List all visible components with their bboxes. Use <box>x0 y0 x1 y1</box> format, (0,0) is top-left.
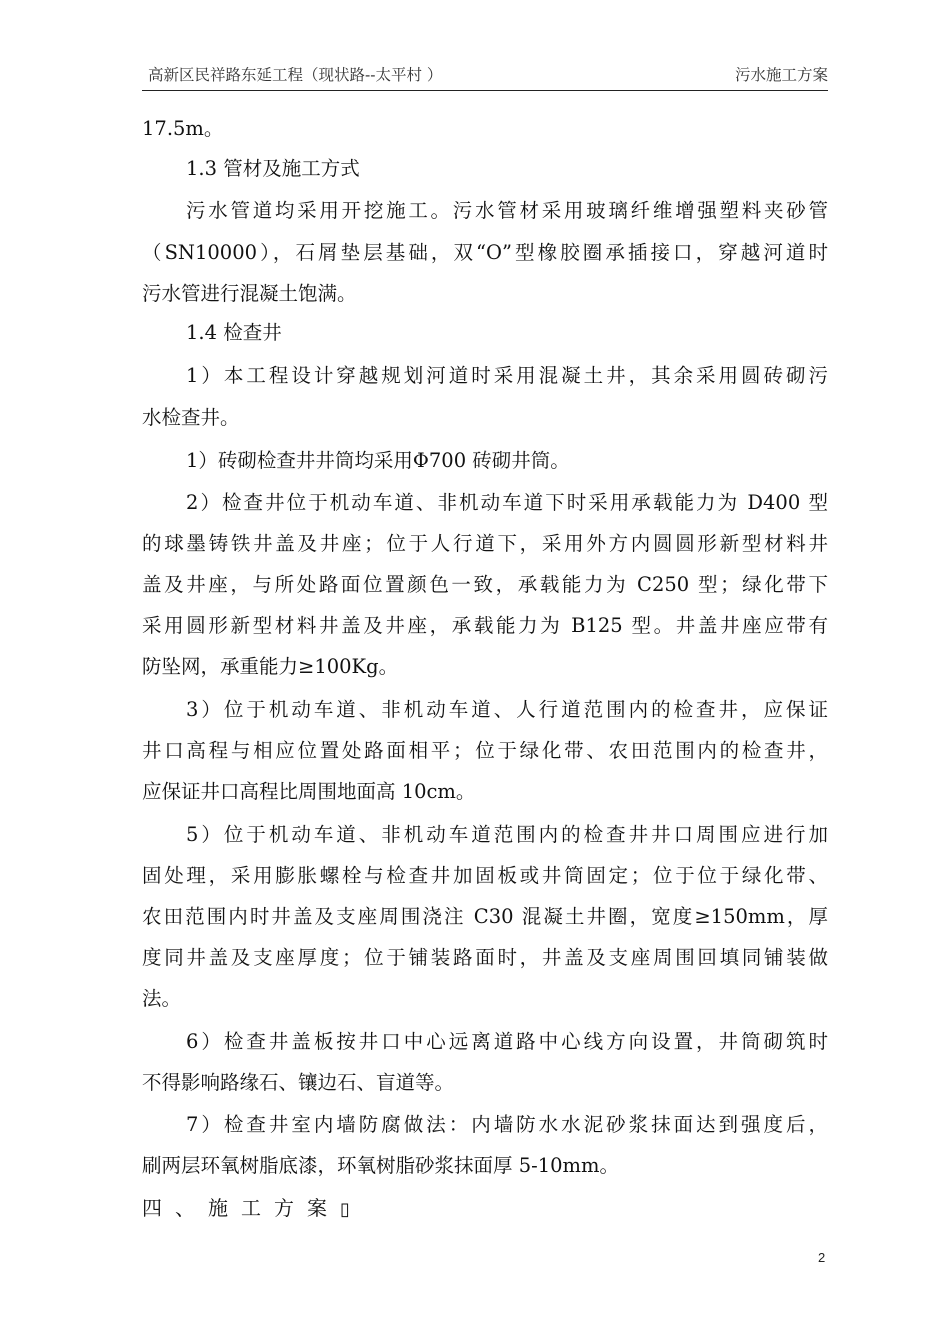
text-line: 的球墨铸铁井盖及井座；位于人行道下，采用外方内圆圆形新型材料井 <box>142 532 828 555</box>
section-heading-text: 四、施工方案 <box>142 1196 340 1220</box>
text-line: 1）本工程设计穿越规划河道时采用混凝土井，其余采用圆砖砌污 <box>186 364 828 387</box>
text-line: 17.5m。 <box>142 117 224 140</box>
text-line: 7）检查井室内墙防腐做法：内墙防水水泥砂浆抹面达到强度后， <box>186 1113 828 1136</box>
text-line: 盖及井座，与所处路面位置颜色一致，承载能力为 C250 型；绿化带下 <box>142 573 828 596</box>
text-line: 污水管道均采用开挖施工。污水管材采用玻璃纤维增强塑料夹砂管 <box>186 199 828 222</box>
text-line: 不得影响路缘石、镶边石、盲道等。 <box>142 1071 455 1094</box>
text-line: 防坠网，承重能力≥100Kg。 <box>142 655 399 678</box>
text-line: 2）检查井位于机动车道、非机动车道下时采用承载能力为 D400 型 <box>186 491 828 514</box>
page-header <box>142 64 828 91</box>
subheading-1-3: 1.3 管材及施工方式 <box>186 157 360 180</box>
text-line: 3）位于机动车道、非机动车道、人行道范围内的检查井，应保证 <box>186 698 828 721</box>
text-line: 水检查井。 <box>142 406 240 429</box>
text-line: （SN10000），石屑垫层基础，双“O”型橡胶圈承插接口，穿越河道时 <box>142 241 828 264</box>
page-number: 2 <box>818 1250 826 1265</box>
text-line: 度同井盖及支座厚度；位于铺装路面时，井盖及支座周围回填同铺装做 <box>142 946 828 969</box>
text-line: 应保证井口高程比周围地面高 10cm。 <box>142 780 476 803</box>
text-line: 刷两层环氧树脂底漆，环氧树脂砂浆抹面厚 5-10mm。 <box>142 1154 619 1177</box>
text-line: 农田范围内时井盖及支座周围浇注 C30 混凝土井圈，宽度≥150mm，厚 <box>142 905 828 928</box>
text-line: 采用圆形新型材料井盖及井座，承载能力为 B125 型。井盖井座应带有 <box>142 614 828 637</box>
subheading-1-4: 1.4 检查井 <box>186 321 282 344</box>
text-line: 固处理，采用膨胀螺栓与检查井加固板或井筒固定；位于位于绿化带、 <box>142 864 828 887</box>
text-line: 6）检查井盖板按井口中心远离道路中心线方向设置，井筒砌筑时 <box>186 1030 828 1053</box>
header-project-title: 高新区民祥路东延工程（现状路--太平村 ） <box>148 66 443 84</box>
text-line: 5）位于机动车道、非机动车道范围内的检查井井口周围应进行加 <box>186 823 828 846</box>
text-line: 井口高程与相应位置处路面相平；位于绿化带、农田范围内的检查井， <box>142 739 828 762</box>
text-line: 1）砖砌检查井井筒均采用Φ700 砖砌井筒。 <box>186 449 570 472</box>
missing-glyph-box: ▯ <box>340 1199 350 1220</box>
text-line: 污水管进行混凝土饱满。 <box>142 282 357 305</box>
header-document-title: 污水施工方案 <box>734 66 828 84</box>
text-line: 法。 <box>142 987 182 1010</box>
section-heading <box>142 1195 350 1223</box>
